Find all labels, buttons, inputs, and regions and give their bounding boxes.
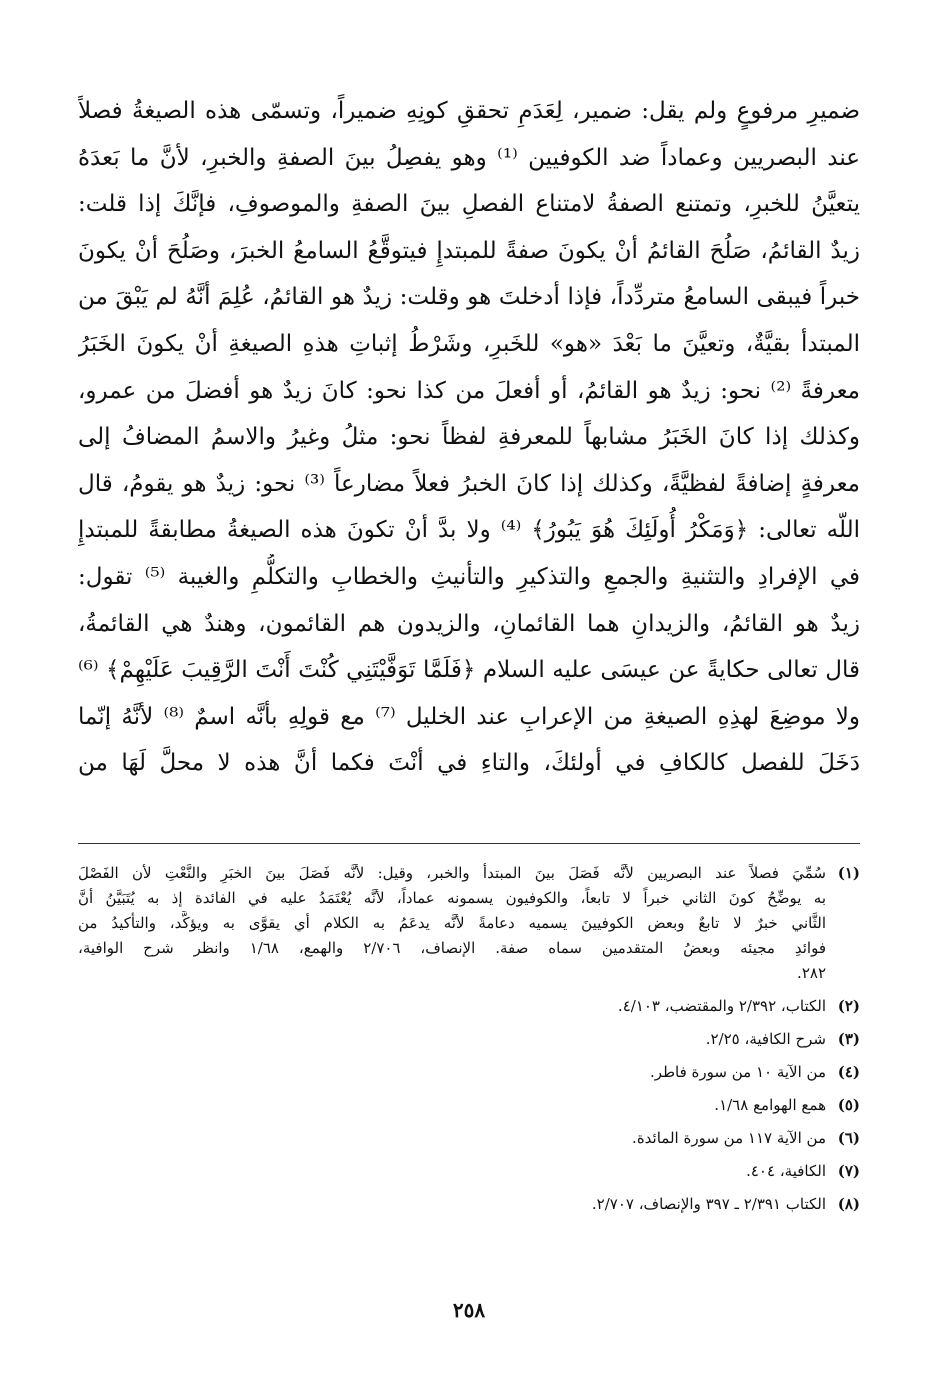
text-line-7: معرفةً ⁽²⁾ نحو: زيدٌ هو القائمُ، أو أفعلَ من كذا نحو: كانَ زيدٌ هو أفضلَ من عمرو، xyxy=(78,377,860,404)
footnote-item xyxy=(78,1027,860,1052)
text-line-11: في الإفرادِ والتثنيةِ والجمعِ والتذكيرِ والتأنيثِ والخطابِ والتكلُّمِ والغيبة ⁽⁵⁾ تقول: xyxy=(78,563,860,590)
footnote-text xyxy=(78,1192,826,1217)
footnote-text xyxy=(78,1126,826,1151)
footnote-text xyxy=(78,1159,826,1184)
main-text xyxy=(78,88,860,787)
text-line-2: عند البصريين وعماداً ضد الكوفيين ⁽¹⁾ وهو يفصِلُ بينَ الصفةِ والخبرِ، لأنَّ ما بَعدَهُ xyxy=(78,144,860,171)
footnote-line: الكتاب ٢/٣٩١ ـ ٣٩٧ والإنصاف، ٢/٧٠٧. xyxy=(591,1195,826,1213)
footnote-item xyxy=(78,861,860,986)
footnote-line: به يوضِّحُ كونَ الثاني خبراً لا تابعاً، والكوفيون يسمونه عماداً، لأنَّه يُعْتَمَدُ عليه في الفائدة إذ به يُتَبَيَّنُ أنَّ xyxy=(78,889,826,907)
footnote-item xyxy=(78,1126,860,1151)
footnote-number: (١) xyxy=(837,864,860,882)
footnote-text xyxy=(78,1027,826,1052)
footnote-line: الكتاب، ٢/٣٩٢ والمقتضب، ٤/١٠٣. xyxy=(617,997,826,1015)
footnote-number: (٧) xyxy=(837,1162,860,1180)
footnote-number: (٦) xyxy=(837,1129,860,1147)
footnote-line: ٢٨٢. xyxy=(797,964,826,982)
text-line-12: زيدٌ هو القائمُ، والزيدانِ هما القائمانِ، والزيدون هم القائمون، وهندٌ هي القائمةُ، xyxy=(78,610,860,637)
footnote-line: من الآية ١٠ من سورة فاطر. xyxy=(650,1063,826,1081)
text-line-8: وكذلك إذا كانَ الخَبَرُ مشابهاً للمعرفةِ لفظاً نحو: مثلُ وغيرُ والاسمُ المضافُ إلى xyxy=(78,424,860,451)
footnote-text xyxy=(78,861,826,986)
text-line-5: خبراً فيبقى السامعُ متردِّداً، فإذا أدخلتَ هو وقلت: زيدٌ هو القائمُ، عُلِمَ أنَّهُ لم يَبْقَ من xyxy=(78,284,860,311)
footnote-number: (٤) xyxy=(837,1063,860,1081)
footnote-item xyxy=(78,994,860,1019)
footnote-line: الكافية، ٤٠٤. xyxy=(746,1162,826,1180)
footnote-number: (٥) xyxy=(837,1096,860,1114)
footnote-item xyxy=(78,1060,860,1085)
footnote-separator xyxy=(78,843,860,844)
footnote-line: همع الهوامع ١/٦٨. xyxy=(714,1096,826,1114)
footnote-text xyxy=(78,994,826,1019)
text-line-9: معرفةٍ إضافةً لفظيَّةً، وكذلك إذا كانَ الخبرُ فعلاً مضارعاً ⁽³⁾ نحو: زيدٌ هو يقومُ، قال xyxy=(78,470,860,497)
text-line-10: اللّه تعالى: ﴿وَمَكْرُ أُولَئِكَ هُوَ يَبُورُ﴾ ⁽⁴⁾ ولا بدَّ أنْ تكونَ هذه الصيغةُ مطابقةً للمبتدإِ xyxy=(78,517,860,544)
page-number: ٢٥٨ xyxy=(452,1298,486,1322)
footnote-line: شرح الكافية، ٢/٢٥. xyxy=(705,1030,826,1048)
text-line-13: قال تعالى حكايةً عن عيسَى عليه السلام ﴿فَلَمَّا تَوَفَّيْتَنِي كُنْتَ أَنْتَ الرَّقِيبَ عَلَيْهِمْ﴾ ⁽⁶⁾ xyxy=(78,657,860,684)
footnote-line: من الآية ١١٧ من سورة المائدة. xyxy=(632,1129,826,1147)
text-line-1: ضميرِ مرفوعٍ ولم يقل: ضمير، لِعَدَمِ تحققِ كونِهِ ضميراً، وتسمّى هذه الصيغةُ فصلاً xyxy=(78,98,860,124)
footnote-number: (٨) xyxy=(837,1195,860,1213)
footnote-number: (٣) xyxy=(837,1030,860,1048)
footnote-item xyxy=(78,1159,860,1184)
footnote-item xyxy=(78,1093,860,1118)
text-line-6: المبتدأ بقيَّةٌ، وتعيَّنَ ما بَعْدَ «هو» للخَبرِ، وشَرْطُ إثباتِ هذهِ الصيغةِ أنْ يكونَ الخَبَرُ xyxy=(78,330,860,357)
footnote-line: سُمِّيَ فصلاً عند البصريين لأنَّه فَصَلَ بينَ المبتدأ والخبر، وقيل: لأنَّه فَصَلَ بينَ الخبَرِ والنَّعْتِ لأن الفَصْلَ xyxy=(78,864,826,882)
footnote-text xyxy=(78,1060,826,1085)
text-line-14: ولا موضِعَ لهذِهِ الصيغةِ من الإعرابِ عند الخليل ⁽⁷⁾ مع قولِهِ بأنَّه اسمٌ ⁽⁸⁾ لأنَّهُ إنّما xyxy=(78,703,860,730)
text-line-15: دَخَلَ للفصل كالكافِ في أولئكَ، والتاءِ في أنْتَ فكما أنَّ هذه لا محلَّ لَهَا من xyxy=(78,750,860,777)
book-page xyxy=(78,88,860,1348)
footnote-number: (٢) xyxy=(837,997,860,1015)
text-line-4: زيدٌ القائمُ، صَلُحَ القائمُ أنْ يكونَ صفةً للمبتدإِ فيتوقَّعُ السامعُ الخبرَ، وصَلُحَ أنْ يكونَ xyxy=(78,237,860,264)
footnote-line: فوائدِ مجيئه وبعضُ المتقدمين سماه صفة. الإنصاف، ٢/٧٠٦ والهمع، ١/٦٨ وانظر شرح الوافية، xyxy=(78,939,826,957)
footnotes xyxy=(78,861,860,1225)
footnote-item xyxy=(78,1192,860,1217)
text-line-3: يتعيَّنُ للخبرِ، وتمتنع الصفةُ لامتناع الفصلِ بينَ الصفةِ والموصوفِ، فإنَّكَ إذا قلت: xyxy=(78,191,860,218)
footnote-line: الثَّاني خبرٌ لا تابعٌ وبعض الكوفيينَ يسميه دعامةً لأنَّه يدعَمُ به الكلام أي يقوَّى به ويؤكَّد، والتأكيدُ من xyxy=(78,914,826,932)
footnote-text xyxy=(78,1093,826,1118)
